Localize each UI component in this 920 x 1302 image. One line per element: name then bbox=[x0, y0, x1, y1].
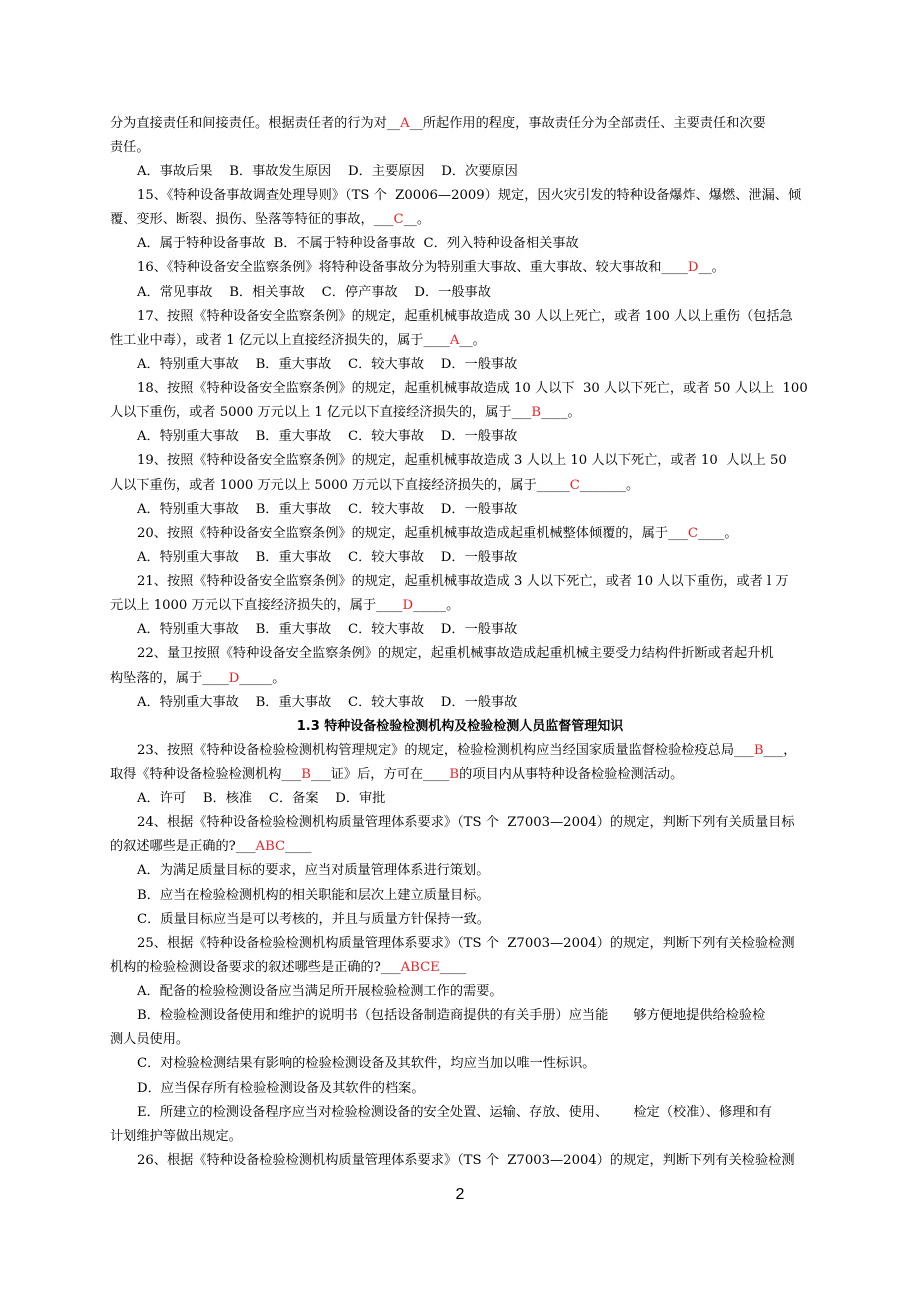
option-line: A．常见事故 B．相关事故 C．停产事故 D．一般事故 bbox=[137, 285, 491, 300]
answer-mark: D bbox=[687, 260, 699, 275]
answer-mark: C bbox=[687, 526, 698, 541]
text-line: 测人员使用。 bbox=[110, 1032, 190, 1047]
option-line: A．事故后果 B．事故发生原因 D．主要原因 D．次要原因 bbox=[137, 164, 518, 179]
question-line: 23、按照《特种设备检验检测机构管理规定》的规定，检验检测机构应当经国家质量监督检验检疫总局___B___， bbox=[137, 743, 797, 758]
answer-mark: B bbox=[301, 767, 311, 782]
option-line: C．对检验检测结果有影响的检验检测设备及其软件，均应当加以唯一性标识。 bbox=[137, 1056, 596, 1071]
option-line: C．质量目标应当是可以考核的，并且与质量方针保持一致。 bbox=[137, 912, 490, 927]
text-line: 覆、变形、断裂、损伤、坠落等特征的事故，___C__。 bbox=[110, 212, 430, 227]
option-line: A．特别重大事故 B．重大事故 C．较大事故 D．一般事故 bbox=[137, 429, 518, 444]
option-line: A．特别重大事故 B．重大事故 C．较大事故 D．一般事故 bbox=[137, 550, 518, 565]
question-line: 20、按照《特种设备安全监察条例》的规定，起重机械事故造成起重机械整体倾覆的，属于___C____。 bbox=[137, 526, 738, 541]
text-line: 机构的检验检测设备要求的叙述哪些是正确的?___ABCE____ bbox=[110, 960, 467, 975]
text-line: 元以上 1000 万元以下直接经济损失的，属于____D_____。 bbox=[110, 598, 460, 613]
answer-mark: B bbox=[449, 767, 460, 782]
option-line: A．配备的检验检测设备应当满足所开展检验检测工作的需要。 bbox=[137, 984, 503, 999]
question-line: 22、量卫按照《特种设备安全监察条例》的规定，起重机械事故造成起重机械主要受力结构件折断或者起升机 bbox=[137, 646, 774, 661]
answer-mark: A bbox=[400, 116, 410, 131]
section-heading: 1.3 特种设备检验检测机构及检验检测人员监督管理知识 bbox=[296, 719, 624, 734]
answer-mark: ABC bbox=[255, 839, 286, 854]
answer-mark: D bbox=[228, 671, 240, 686]
text-line: 取得《特种设备检验检测机构___B___证》后，方可在____B的项目内从事特种设备检验检测活动。 bbox=[110, 767, 684, 782]
text-line: 责任。 bbox=[110, 140, 150, 155]
answer-mark: B bbox=[531, 405, 542, 420]
text-line: 性工业中毒），或者 1 亿元以上直接经济损失的，属于____A__。 bbox=[110, 333, 486, 348]
question-line: 19、按照《特种设备安全监察条例》的规定，起重机械事故造成 3 人以上 10 人以下死亡，或者 10 人以上 50 bbox=[137, 453, 787, 468]
answer-mark: A bbox=[449, 333, 460, 348]
text-line: 的叙述哪些是正确的?___ABC____ bbox=[110, 839, 312, 854]
text-line: 人以下重伤，或者 5000 万元以上 1 亿元以下直接经济损失的，属于___B____。 bbox=[110, 405, 581, 420]
option-line: A．特别重大事故 B．重大事故 C．较大事故 D．一般事故 bbox=[137, 622, 518, 637]
text-line: 人以下重伤，或者 1000 万元以上 5000 万元以下直接经济损失的，属于_____C_______。 bbox=[110, 478, 640, 493]
text-line: 分为直接责任和间接责任。根据责任者的行为对__A__所起作用的程度，事故责任分为全部责任、主要责任和次要 bbox=[110, 116, 766, 131]
question-line: 21、按照《特种设备安全监察条例》的规定，起重机械事故造成 3 人以下死亡，或者 10 人以下重伤，或者 l 万 bbox=[137, 574, 789, 589]
text-line: 构坠落的，属于____D_____。 bbox=[110, 671, 286, 686]
question-line: 17、按照《特种设备安全监察条例》的规定，起重机械事故造成 30 人以上死亡，或者 100 人以上重伤（包括急 bbox=[137, 309, 793, 324]
option-line: B．检验检测设备使用和维护的说明书（包括设备制造商提供的有关手册）应当能 够方便地提供给检验检 bbox=[137, 1008, 766, 1023]
option-line: A．特别重大事故 B．重大事故 C．较大事故 D．一般事故 bbox=[137, 357, 518, 372]
option-line: A．许可 B．核准 C．备案 D．审批 bbox=[137, 791, 386, 806]
page-number: 2 bbox=[455, 1186, 465, 1203]
answer-mark: C bbox=[393, 212, 404, 227]
question-line: 18、按照《特种设备安全监察条例》的规定，起重机械事故造成 10 人以下 30 人以下死亡，或者 50 人以上 100 bbox=[137, 381, 808, 396]
option-line: A．特别重大事故 B．重大事故 C．较大事故 D．一般事故 bbox=[137, 502, 518, 517]
question-line: 16、《特种设备安全监察条例》将特种设备事故分为特别重大事故、重大事故、较大事故和____D__。 bbox=[137, 260, 725, 275]
option-line: A．特别重大事故 B．重大事故 C．较大事故 D．一般事故 bbox=[137, 695, 518, 710]
question-line: 24、根据《特种设备检验检测机构质量管理体系要求》（TS 个 Z7003—2004）的规定，判断下列有关质量目标 bbox=[137, 815, 795, 830]
option-line: E．所建立的检测设备程序应当对检验检测设备的安全处置、运输、存放、使用、 检定（校准）、修理和有 bbox=[137, 1105, 772, 1120]
question-line: 26、根据《特种设备检验检测机构质量管理体系要求》（TS 个 Z7003—2004）的规定，判断下列有关检验检测 bbox=[137, 1153, 795, 1168]
question-line: 15、《特种设备事故调查处理导则》（TS 个 Z0006—2009）规定，因火灾引发的特种设备爆炸、爆燃、泄漏、倾 bbox=[137, 188, 802, 203]
option-line: B．应当在检验检测机构的相关职能和层次上建立质量目标。 bbox=[137, 888, 490, 903]
question-line: 25、根据《特种设备检验检测机构质量管理体系要求》（TS 个 Z7003—2004）的规定，判断下列有关检验检测 bbox=[137, 936, 795, 951]
text-line: 计划维护等做出规定。 bbox=[110, 1129, 242, 1144]
answer-mark: D bbox=[402, 598, 414, 613]
option-line: A．属于特种设备事故 B．不属于特种设备事故 C．列入特种设备相关事故 bbox=[137, 236, 579, 251]
option-line: D．应当保存所有检验检测设备及其软件的档案。 bbox=[137, 1081, 425, 1096]
answer-mark: B bbox=[753, 743, 764, 758]
answer-mark: ABCE bbox=[400, 960, 440, 975]
option-line: A．为满足质量目标的要求，应当对质量管理体系进行策划。 bbox=[137, 863, 490, 878]
answer-mark: C bbox=[569, 478, 580, 493]
